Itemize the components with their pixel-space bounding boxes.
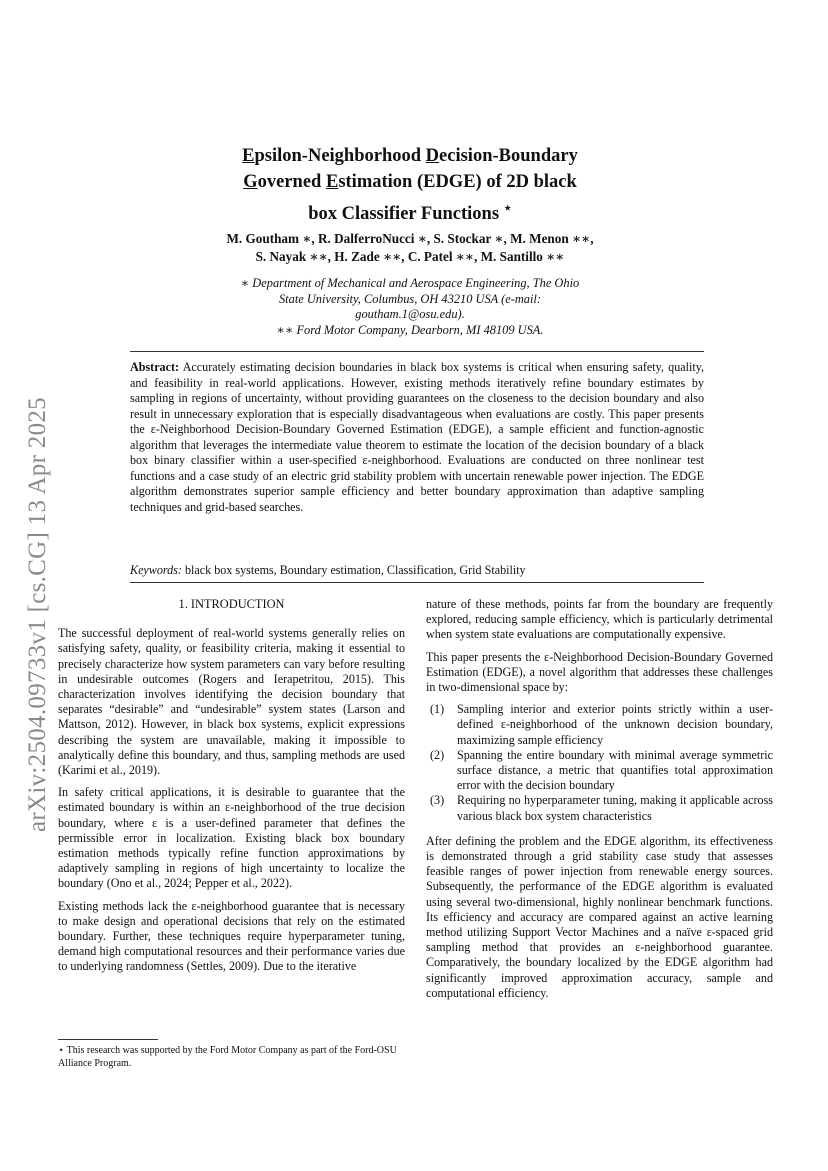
paragraph: After defining the problem and the EDGE algorithm, its effectiveness is demonstrated through a grid stability case study that assesses feasible ranges of power injection from renewable energy sources. Subsequently, the performance of the EDGE algorithm is evaluated using several two-dimensional, highly nonlinear benchmark functions. Its efficiency and accuracy are compared against an active learning method utilizing Support Vector Machines and a naïve ε-spaced grid sampling method that provides an ε-neighborhood guarantee. Comparatively, the boundary localized by the EDGE algorithm had significantly improved approximation accuracy, sample and computational efficiency. — [426, 833, 773, 1000]
affiliation-line: ∗ Department of Mechanical and Aerospace Engineering, The Ohio — [240, 276, 580, 290]
footnote-text: ⋆ This research was supported by the Ford Motor Company as part of the Ford-OSU Alliance Program. — [58, 1045, 397, 1069]
affiliations — [160, 276, 660, 338]
list-text: Sampling interior and exterior points strictly within a user-defined ε-neighborhood of the unknown decision boundary, maximizing sample efficiency — [457, 702, 773, 747]
list-item — [426, 793, 773, 823]
footnote — [58, 1039, 405, 1070]
list-number: (1) — [430, 702, 445, 717]
paragraph: nature of these methods, points far from the boundary are frequently explored, reducing sample efficiency, which is particularly detrimental when system state evaluations are computationally expensive. — [426, 597, 773, 642]
affiliation-line: goutham.1@osu.edu). — [355, 307, 465, 321]
abstract-top-rule — [130, 351, 704, 352]
title-part: ecision-Boundary — [439, 146, 578, 166]
affiliation-line: State University, Columbus, OH 43210 USA (e-mail: — [278, 291, 541, 306]
list-item — [426, 702, 773, 748]
title-initial-g: G — [243, 172, 258, 192]
left-column — [58, 597, 405, 982]
contribution-list — [426, 702, 773, 824]
author-line-2: S. Nayak ∗∗, H. Zade ∗∗, C. Patel ∗∗, M. Santillo ∗∗ — [255, 249, 565, 264]
list-number: (2) — [430, 747, 445, 762]
keywords-bottom-rule — [130, 582, 704, 583]
list-number: (3) — [430, 793, 445, 808]
title-initial-d: D — [425, 146, 440, 166]
title-part: box Classifier Functions — [308, 204, 500, 225]
paper-title — [160, 143, 660, 227]
abstract — [130, 360, 704, 515]
title-initial-e: E — [242, 146, 255, 166]
list-item — [426, 748, 773, 794]
right-column — [426, 597, 773, 1008]
keywords-text: black box systems, Boundary estimation, Classification, Grid Stability — [185, 563, 526, 577]
affiliation-line: ∗∗ Ford Motor Company, Dearborn, MI 48109 USA. — [276, 322, 544, 337]
abstract-text: Accurately estimating decision boundaries in black box systems is critical when ensuring safety, quality, and feasibility in real-world applications. However, existing methods iteratively refine boundary estimates by sampling in regions of uncertainty, without providing guarantees on the closeness to the decision boundary and also result in unnecessary exploration that is especially disadvantageous when evaluations are costly. This paper presents the ε-Neighborhood Decision-Boundary Governed Estimation (EDGE), a sample efficient and function-agnostic algorithm that leverages the intermediate value theorem to estimate the location of the decision boundary of a black box binary classifier within a user-specified ε-neighborhood. Evaluations are conducted on three nonlinear test functions and a case study of an electric grid stability problem with uncertain renewable power injection. The EDGE algorithm demonstrates superior sample efficiency and better boundary approximation than adaptive sampling techniques and grid-based searches. — [130, 360, 705, 514]
keywords-label: Keywords: — [130, 563, 182, 577]
footnote-rule — [58, 1039, 158, 1040]
paragraph: This paper presents the ε-Neighborhood Decision-Boundary Governed Estimation (EDGE), a novel algorithm that addresses these challenges in two-dimensional space by: — [426, 649, 773, 695]
paragraph: Existing methods lack the ε-neighborhood guarantee that is necessary to make design and operational decisions that rely on the estimated boundary. Further, these techniques require hyperparameter tuning, demand high computational resources and their performance varies due to underlying randomness (Settles, 2009). Due to the iterative — [58, 898, 405, 974]
keywords — [130, 563, 704, 578]
abstract-label: Abstract: — [130, 360, 180, 374]
paragraph: In safety critical applications, it is desirable to guarantee that the estimated boundary is within an ε-neighborhood of the true decision boundary, where ε is a user-defined parameter that defines the permissible error in localization. Existing black box boundary estimation methods typically refine function approximations by adaptively sampling in regions of high uncertainty to localize the boundary (Ono et al., 2024; Pepper et al., 2022). — [58, 785, 405, 891]
author-line-1: M. Goutham ∗, R. DalferroNucci ∗, S. Stockar ∗, M. Menon ∗∗, — [226, 231, 594, 246]
author-list — [160, 230, 660, 266]
title-footnote-mark: ⋆ — [503, 200, 512, 215]
list-text: Requiring no hyperparameter tuning, making it applicable across various black box system characteristics — [457, 793, 773, 823]
title-part: psilon-Neighborhood — [254, 146, 426, 166]
title-part: overned — [257, 172, 326, 192]
section-heading: 1. INTRODUCTION — [178, 597, 285, 611]
title-part: stimation (EDGE) of 2D black — [338, 172, 577, 192]
paragraph: The successful deployment of real-world systems generally relies on satisfying safety, quality, or feasibility criteria, making it essential to precisely characterize how system parameters can vary before resulting in undesirable outcomes (Rogers and Ierapetritou, 2015). This characterization involves identifying the decision boundary that separates “desirable” and “undesirable” system states (Larson and Mattson, 2012). However, in black box systems, explicit expressions describing the system are unavailable, making it impossible to analytically define this boundary, and thus, sampling methods are used (Karimi et al., 2019). — [58, 626, 405, 778]
title-initial-e2: E — [325, 172, 339, 192]
list-text: Spanning the entire boundary with minimal average symmetric surface distance, a metric that quantifies total approximation error with the decision boundary — [457, 747, 773, 793]
arxiv-identifier: arXiv:2504.09733v1 [cs.CG] 13 Apr 2025 — [24, 397, 51, 833]
